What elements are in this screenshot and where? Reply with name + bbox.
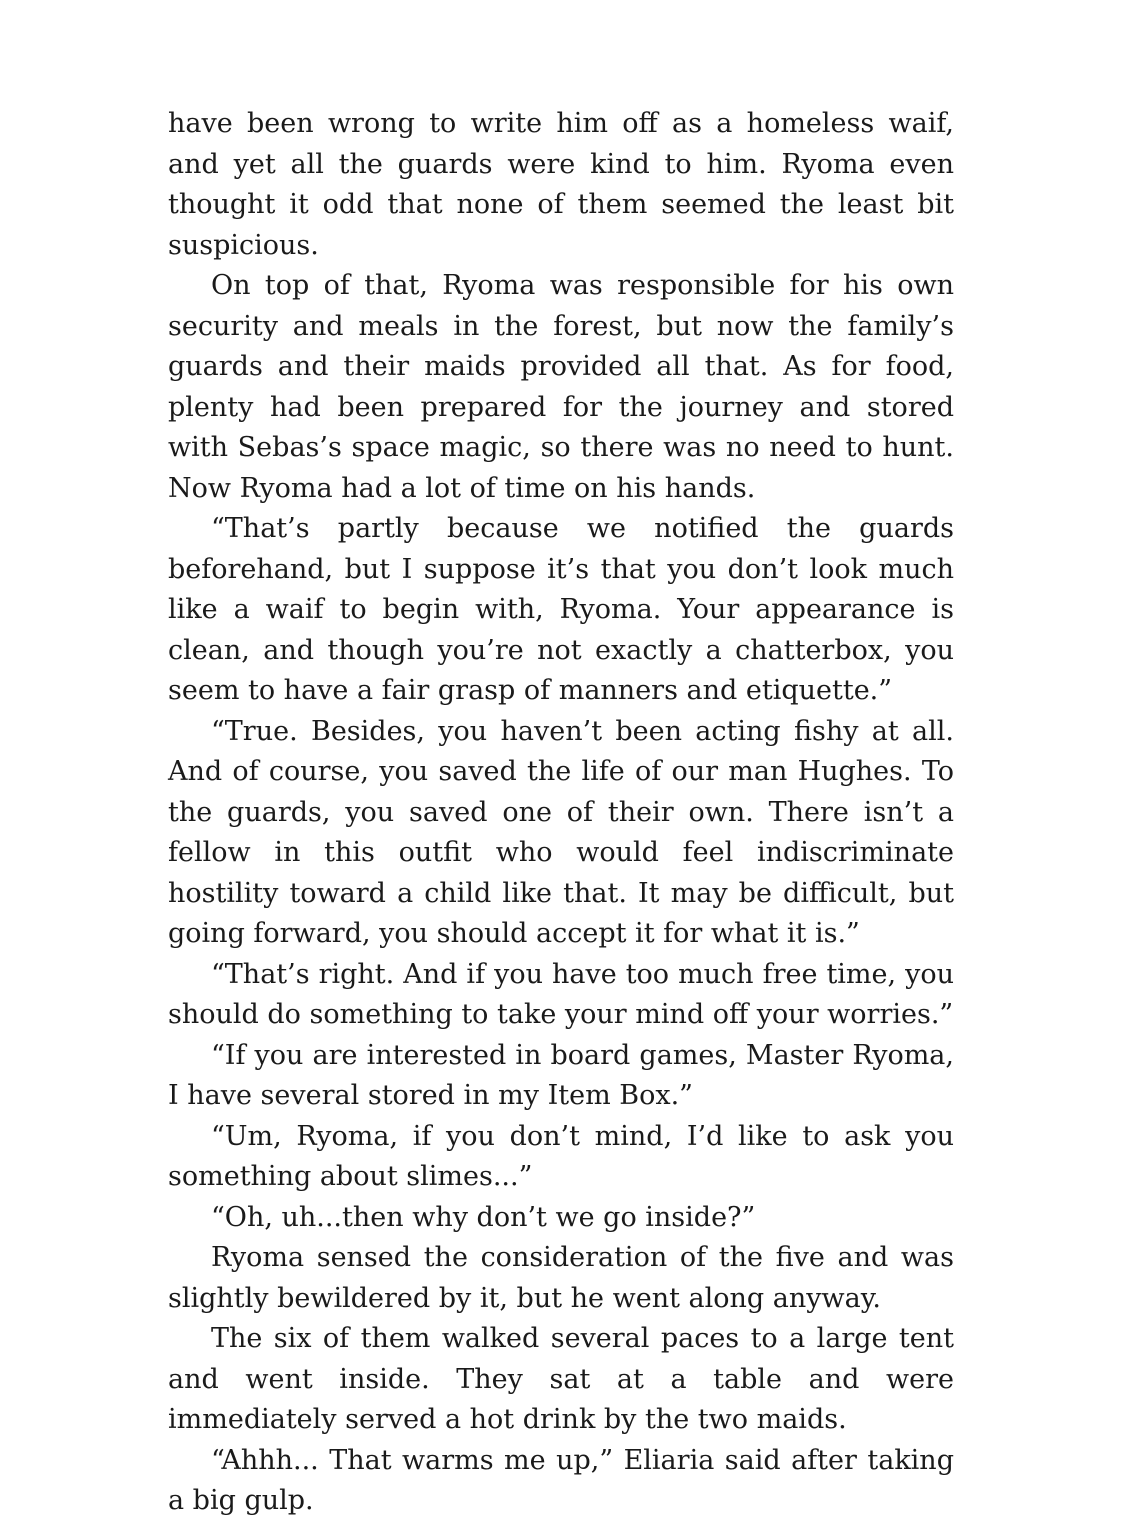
paragraph-7: “Um, Ryoma, if you don’t mind, I’d like to ask you something about slimes...” [168, 1120, 954, 1192]
paragraph-2: On top of that, Ryoma was responsible for his own security and meals in the forest, but now the family’s guards and their maids provided all that. As for food, plenty had been prepared for the journey and stored with Sebas’s space magic, so there was no need to hunt. Now Ryoma had a lot of time on his hands. [168, 270, 954, 504]
paragraph-10: The six of them walked several paces to a large tent and went inside. They sat at a table and were immediately served a hot drink by the two maids. [168, 1323, 954, 1435]
paragraph-4: “True. Besides, you haven’t been acting fishy at all. And of course, you saved the life of our man Hughes. To the guards, you saved one of their own. There isn’t a fellow in this outfit who would feel indiscriminate hostility toward a child like that. It may be difficult, but going forward, you should accept it for what it is.” [168, 715, 954, 949]
paragraph-9: Ryoma sensed the consideration of the five and was slightly bewildered by it, but he went along anyway. [168, 1242, 954, 1314]
paragraph-8: “Oh, uh...then why don’t we go inside?” [211, 1201, 756, 1233]
page-body [168, 104, 954, 1522]
paragraph-1: have been wrong to write him off as a homeless waif, and yet all the guards were kind to him. Ryoma even thought it odd that none of them seemed the least bit suspicious. [168, 108, 954, 261]
paragraph-3: “That’s partly because we notified the guards beforehand, but I suppose it’s that you don’t look much like a waif to begin with, Ryoma. Your appearance is clean, and though you’re not exactly a chatterbox, you seem to have a fair grasp of manners and etiquette.” [168, 513, 954, 706]
paragraph-5: “That’s right. And if you have too much free time, you should do something to take your mind off your worries.” [168, 958, 954, 1030]
paragraph-11: “Ahhh... That warms me up,” Eliaria said after taking a big gulp. [168, 1444, 954, 1516]
paragraph-6: “If you are interested in board games, Master Ryoma, I have several stored in my Item Box.” [168, 1039, 954, 1111]
